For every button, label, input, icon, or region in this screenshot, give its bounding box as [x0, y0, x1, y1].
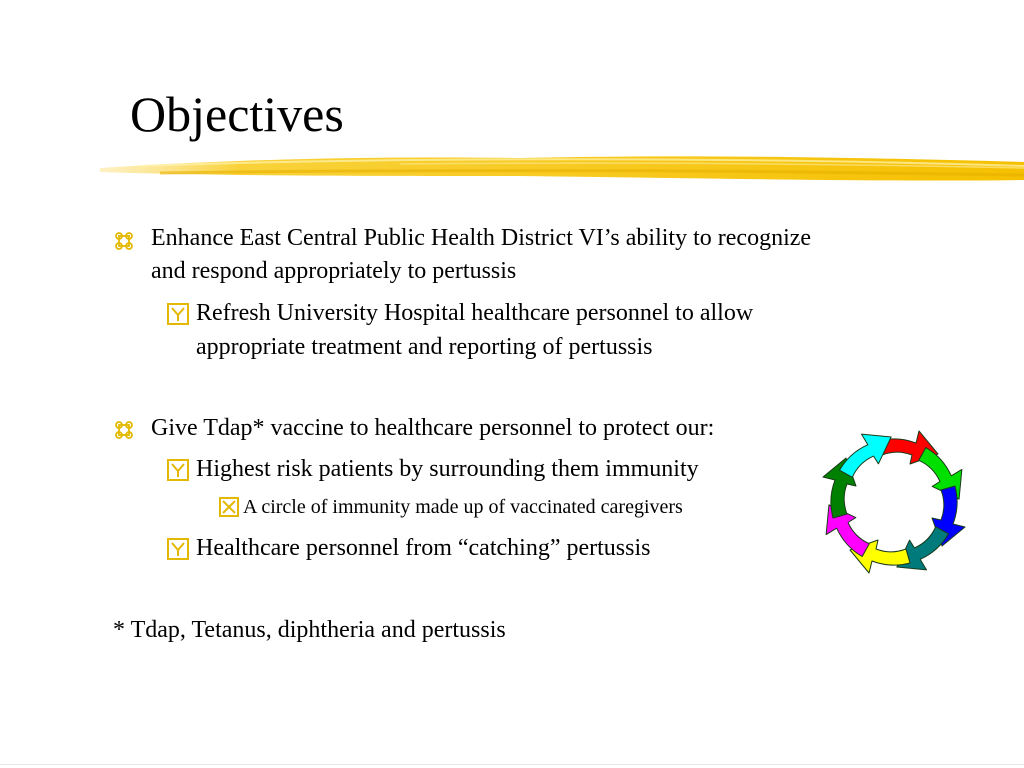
bullet-1-sub-1-text-cont: appropriate treatment and reporting of pertussis	[196, 334, 653, 360]
command-key-icon	[114, 413, 134, 443]
footnote: * Tdap, Tetanus, diphtheria and pertussis	[113, 617, 506, 643]
command-key-icon	[114, 224, 134, 254]
checkbox-x-icon	[219, 497, 239, 517]
circular-cycle-arrows-icon	[816, 424, 972, 580]
checkbox-y-icon	[167, 303, 189, 325]
slide-title: Objectives	[130, 86, 344, 142]
title-underline-brushstroke	[100, 146, 1024, 188]
bullet-1-sub-1-text: Refresh University Hospital healthcare personnel to allow	[196, 300, 754, 326]
bullet-2-text: Give Tdap* vaccine to healthcare personnel to protect our:	[151, 415, 715, 441]
bullet-1-text: Enhance East Central Public Health District VI’s ability to recognize	[151, 225, 812, 251]
bullet-1-text-cont: and respond appropriately to pertussis	[151, 258, 517, 284]
bullet-2-sub-2-text: Healthcare personnel from “catching” pertussis	[196, 535, 651, 561]
bullet-2-sub-1-sub-1-text: A circle of immunity made up of vaccinated caregivers	[243, 496, 683, 518]
bullet-2-sub-1-text: Highest risk patients by surrounding them immunity	[196, 456, 699, 482]
checkbox-y-icon	[167, 538, 189, 560]
footer-divider	[0, 764, 1024, 765]
checkbox-y-icon	[167, 459, 189, 481]
